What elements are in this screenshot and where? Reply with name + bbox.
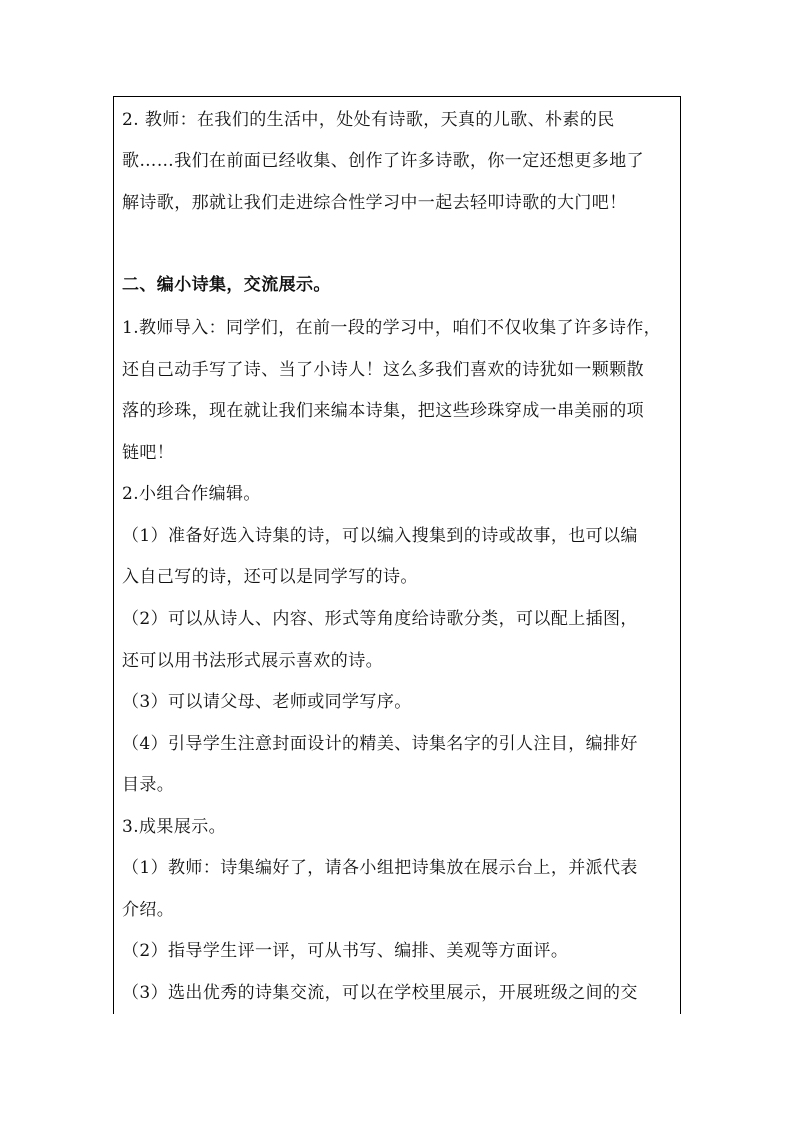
section-heading: 二、编小诗集，交流展示。	[122, 275, 331, 295]
subsection-heading: 2.小组合作编辑。	[122, 484, 261, 504]
text-line: （4）引导学生注意封面设计的精美、诗集名字的引人注目，编排好	[122, 734, 638, 754]
text-line: （3）可以请父母、老师或同学写序。	[122, 692, 412, 712]
text-line: 链吧！	[122, 443, 175, 463]
text-line: （1）准备好选入诗集的诗，可以编入搜集到的诗或故事，也可以编	[122, 526, 638, 546]
text-line: 2. 教师：在我们的生活中，处处有诗歌，天真的儿歌、朴素的民	[122, 110, 615, 130]
text-line: （3）选出优秀的诗集交流，可以在学校里展示，开展班级之间的交	[122, 983, 638, 1003]
text-line: 入自己写的诗，还可以是同学写的诗。	[122, 567, 418, 587]
text-line: 还自己动手写了诗、当了小诗人！这么多我们喜欢的诗犹如一颗颗散	[122, 360, 644, 380]
text-line: 落的珍珠，现在就让我们来编本诗集，把这些珍珠穿成一串美丽的项	[122, 401, 644, 421]
text-line: （1）教师：诗集编好了，请各小组把诗集放在展示台上，并派代表	[122, 858, 638, 878]
text-line: （2）指导学生评一评，可从书写、编排、美观等方面评。	[122, 941, 569, 961]
text-line: 还可以用书法形式展示喜欢的诗。	[122, 651, 383, 671]
text-line: （2）可以从诗人、内容、形式等角度给诗歌分类，可以配上插图，	[122, 609, 638, 629]
subsection-heading: 3.成果展示。	[122, 817, 227, 837]
text-line: 解诗歌，那就让我们走进综合性学习中一起去轻叩诗歌的大门吧！	[122, 193, 627, 213]
text-line: 1.教师导入：同学们，在前一段的学习中，咱们不仅收集了许多诗作，	[122, 318, 662, 338]
text-line: 歌……我们在前面已经收集、创作了许多诗歌，你一定还想更多地了	[122, 151, 644, 171]
text-line: 介绍。	[122, 900, 175, 920]
text-line: 目录。	[122, 775, 175, 795]
